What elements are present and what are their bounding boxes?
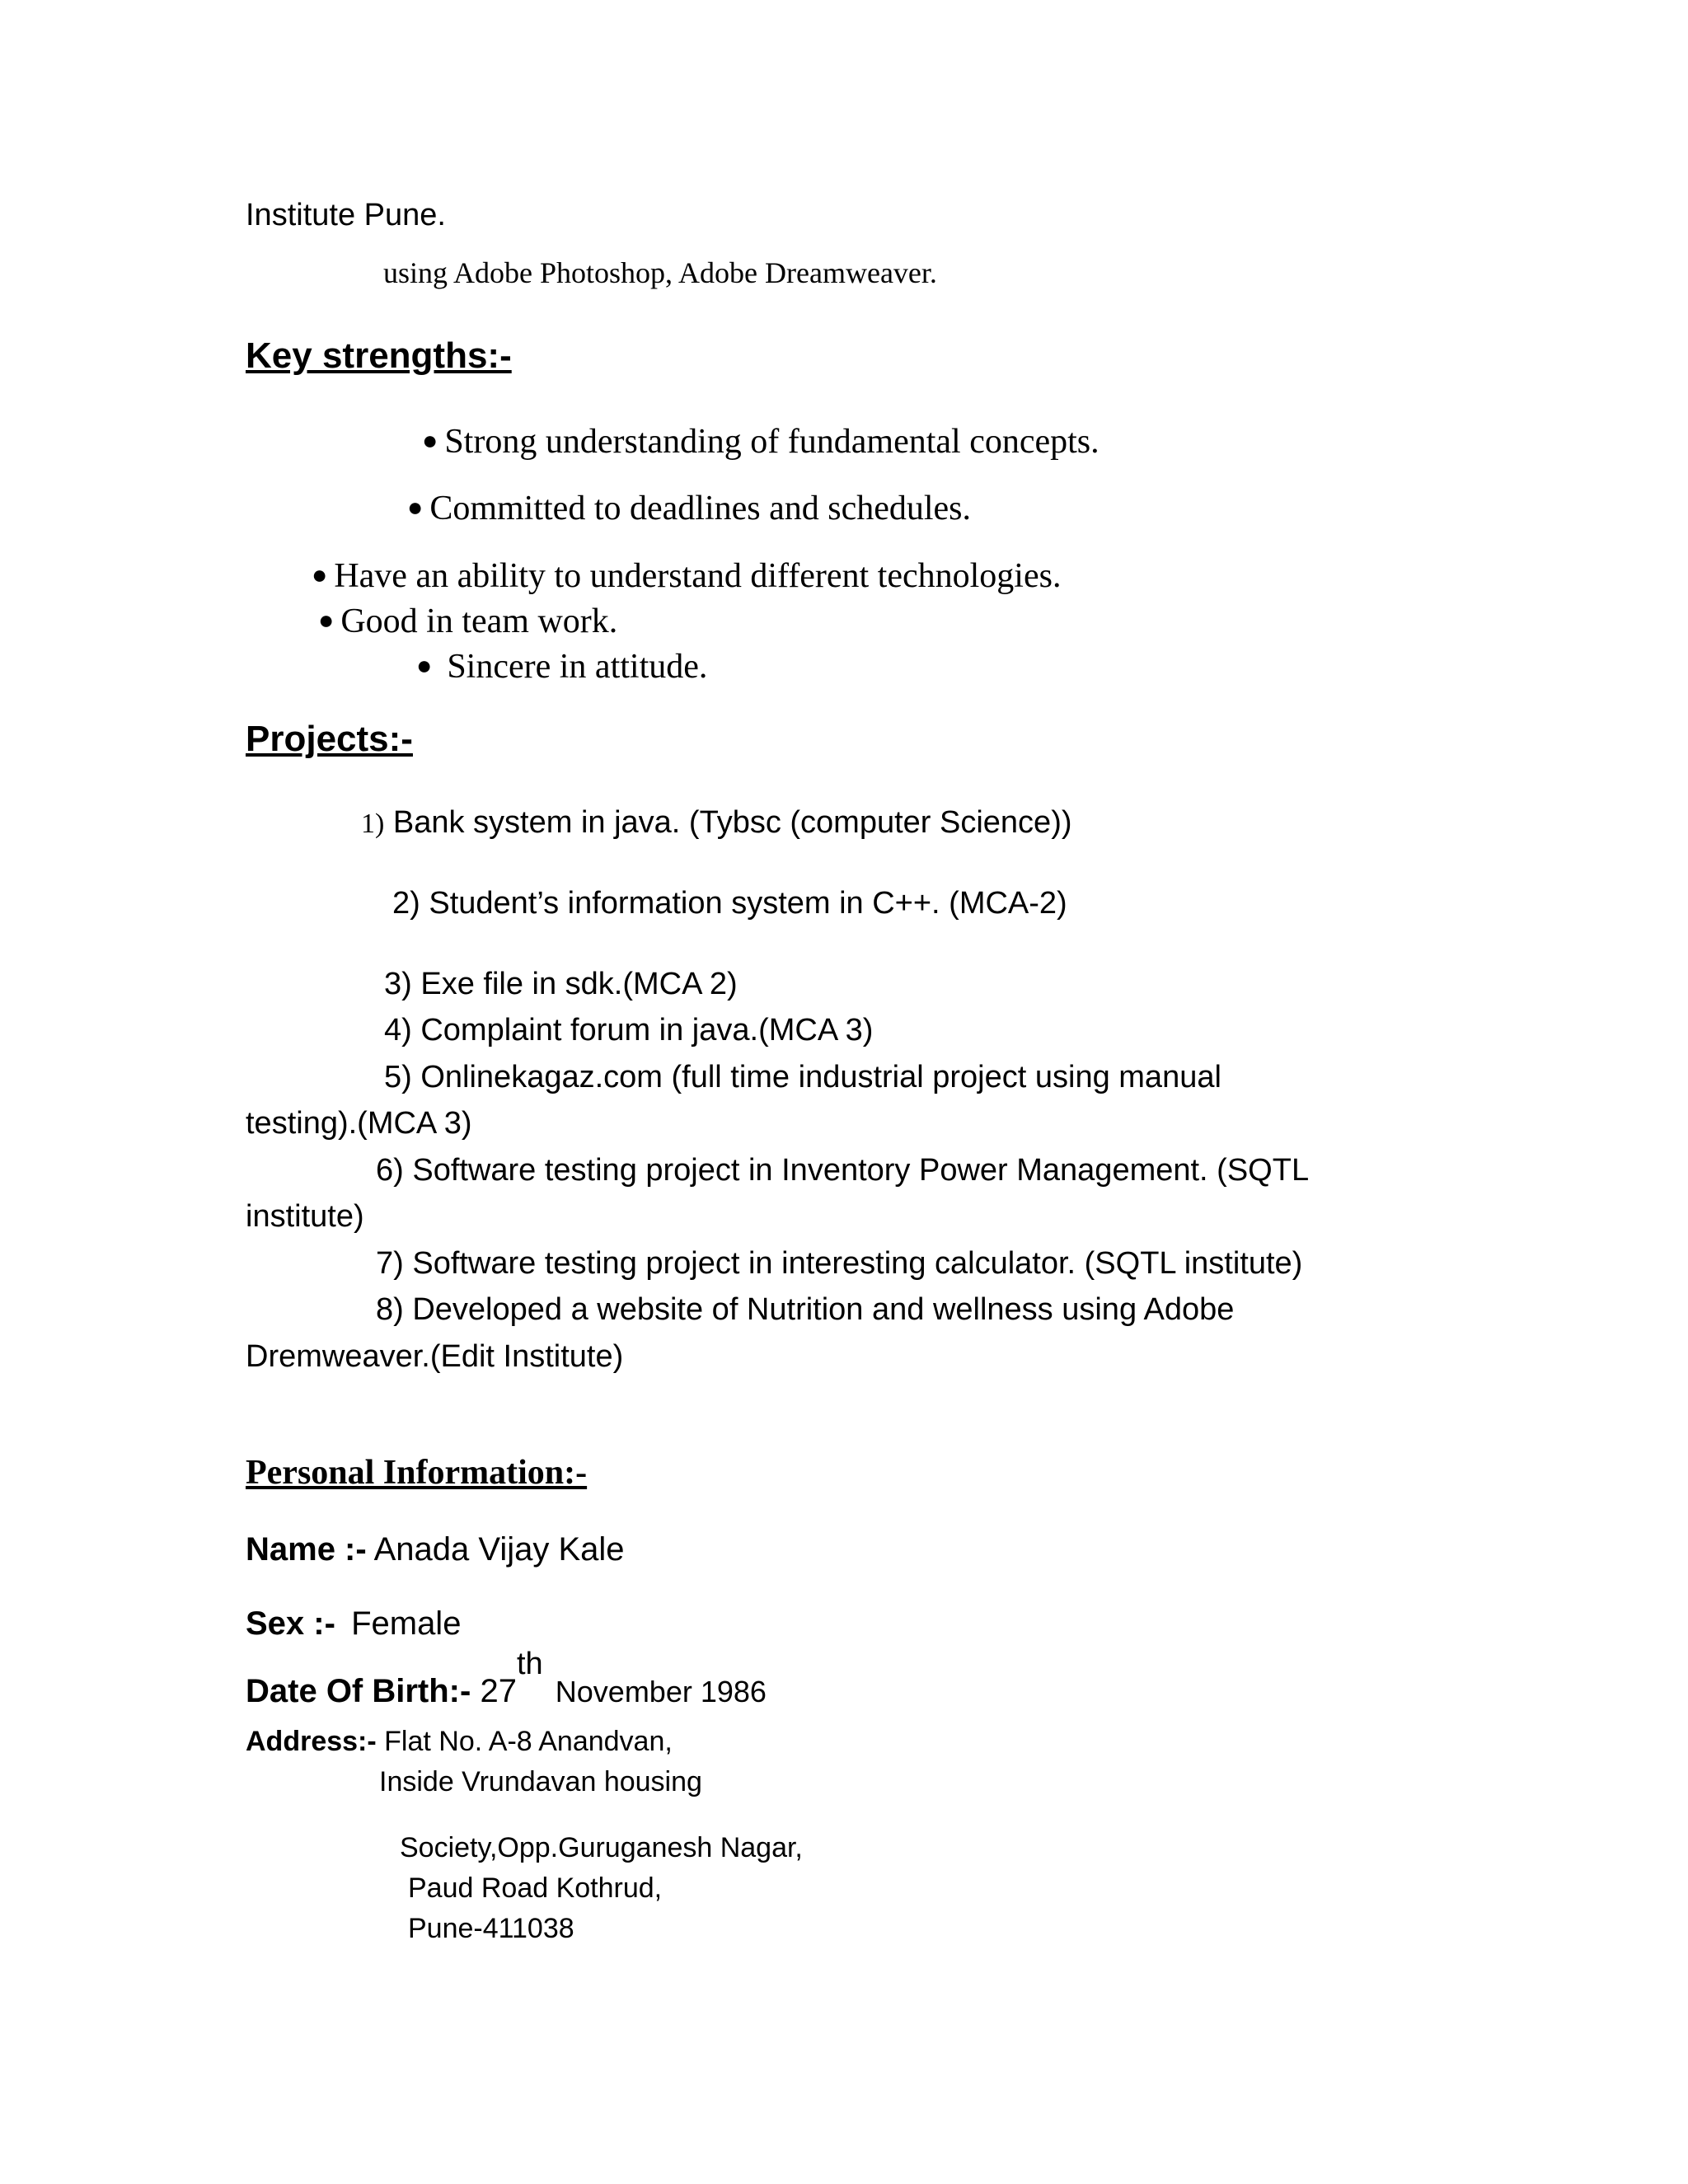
address-line: Pune-411038	[408, 1913, 574, 1944]
bullet-icon: ●	[416, 650, 433, 680]
dob-suffix: th	[516, 1647, 543, 1681]
project-item: 4) Complaint forum in java.(MCA 3)	[384, 1013, 874, 1047]
project-item-continued: institute)	[246, 1199, 364, 1234]
project-item: 2) Student’s information system in C++. (MCA-2)	[392, 886, 1067, 921]
address-line: Paud Road Kothrud,	[408, 1872, 663, 1904]
project-item: 8) Developed a website of Nutrition and wellness using Adobe	[376, 1292, 1235, 1327]
bullet-icon: ●	[312, 560, 328, 589]
strength-item: ● Sincere in attitude.	[416, 648, 708, 686]
bullet-icon: ●	[318, 605, 335, 635]
sex-label: Sex :-	[246, 1605, 335, 1642]
institute-line: Institute Pune.	[246, 198, 446, 232]
personal-info-heading: Personal Information:-	[246, 1454, 588, 1492]
address-line: Flat No. A-8 Anandvan,	[384, 1726, 673, 1757]
dob-day: 27	[480, 1673, 517, 1709]
address-line: Society,Opp.Guruganesh Nagar,	[400, 1832, 803, 1863]
name-row	[246, 1531, 625, 1568]
dob-label: Date Of Birth:-	[246, 1673, 471, 1709]
name-label: Name :-	[246, 1531, 367, 1568]
bullet-icon: ●	[422, 425, 438, 455]
strength-item: ● Good in team work.	[318, 602, 618, 640]
sex-value: Female	[351, 1605, 462, 1642]
project-item: 5) Onlinekagaz.com (full time industrial project using manual	[384, 1060, 1221, 1094]
project-item: 3) Exe file in sdk.(MCA 2)	[384, 967, 738, 1001]
address-label: Address:-	[246, 1726, 377, 1757]
dob-row	[246, 1647, 767, 1725]
project-item-continued: Dremweaver.(Edit Institute)	[246, 1339, 624, 1374]
bullet-icon: ●	[407, 492, 424, 522]
dob-rest: November 1986	[555, 1675, 767, 1708]
projects-heading: Projects:-	[246, 719, 413, 759]
address-row	[246, 1726, 673, 1758]
project-item-continued: testing).(MCA 3)	[246, 1106, 472, 1141]
project-item: 7) Software testing project in interesting calculator. (SQTL institute)	[376, 1246, 1303, 1281]
tools-line: using Adobe Photoshop, Adobe Dreamweaver.	[383, 256, 937, 289]
sex-row	[246, 1605, 461, 1643]
strength-item: ● Have an ability to understand different technologies.	[312, 557, 1062, 595]
project-item: 6) Software testing project in Inventory Power Management. (SQTL	[376, 1153, 1310, 1188]
strength-item: ● Committed to deadlines and schedules.	[407, 490, 972, 527]
key-strengths-heading: Key strengths:-	[246, 335, 512, 376]
address-line: Inside Vrundavan housing	[379, 1766, 702, 1797]
strength-item: ● Strong understanding of fundamental concepts.	[422, 423, 1100, 461]
name-value: Anada Vijay Kale	[373, 1531, 625, 1568]
project-item: 1) Bank system in java. (Tybsc (computer Science))	[361, 805, 1072, 840]
